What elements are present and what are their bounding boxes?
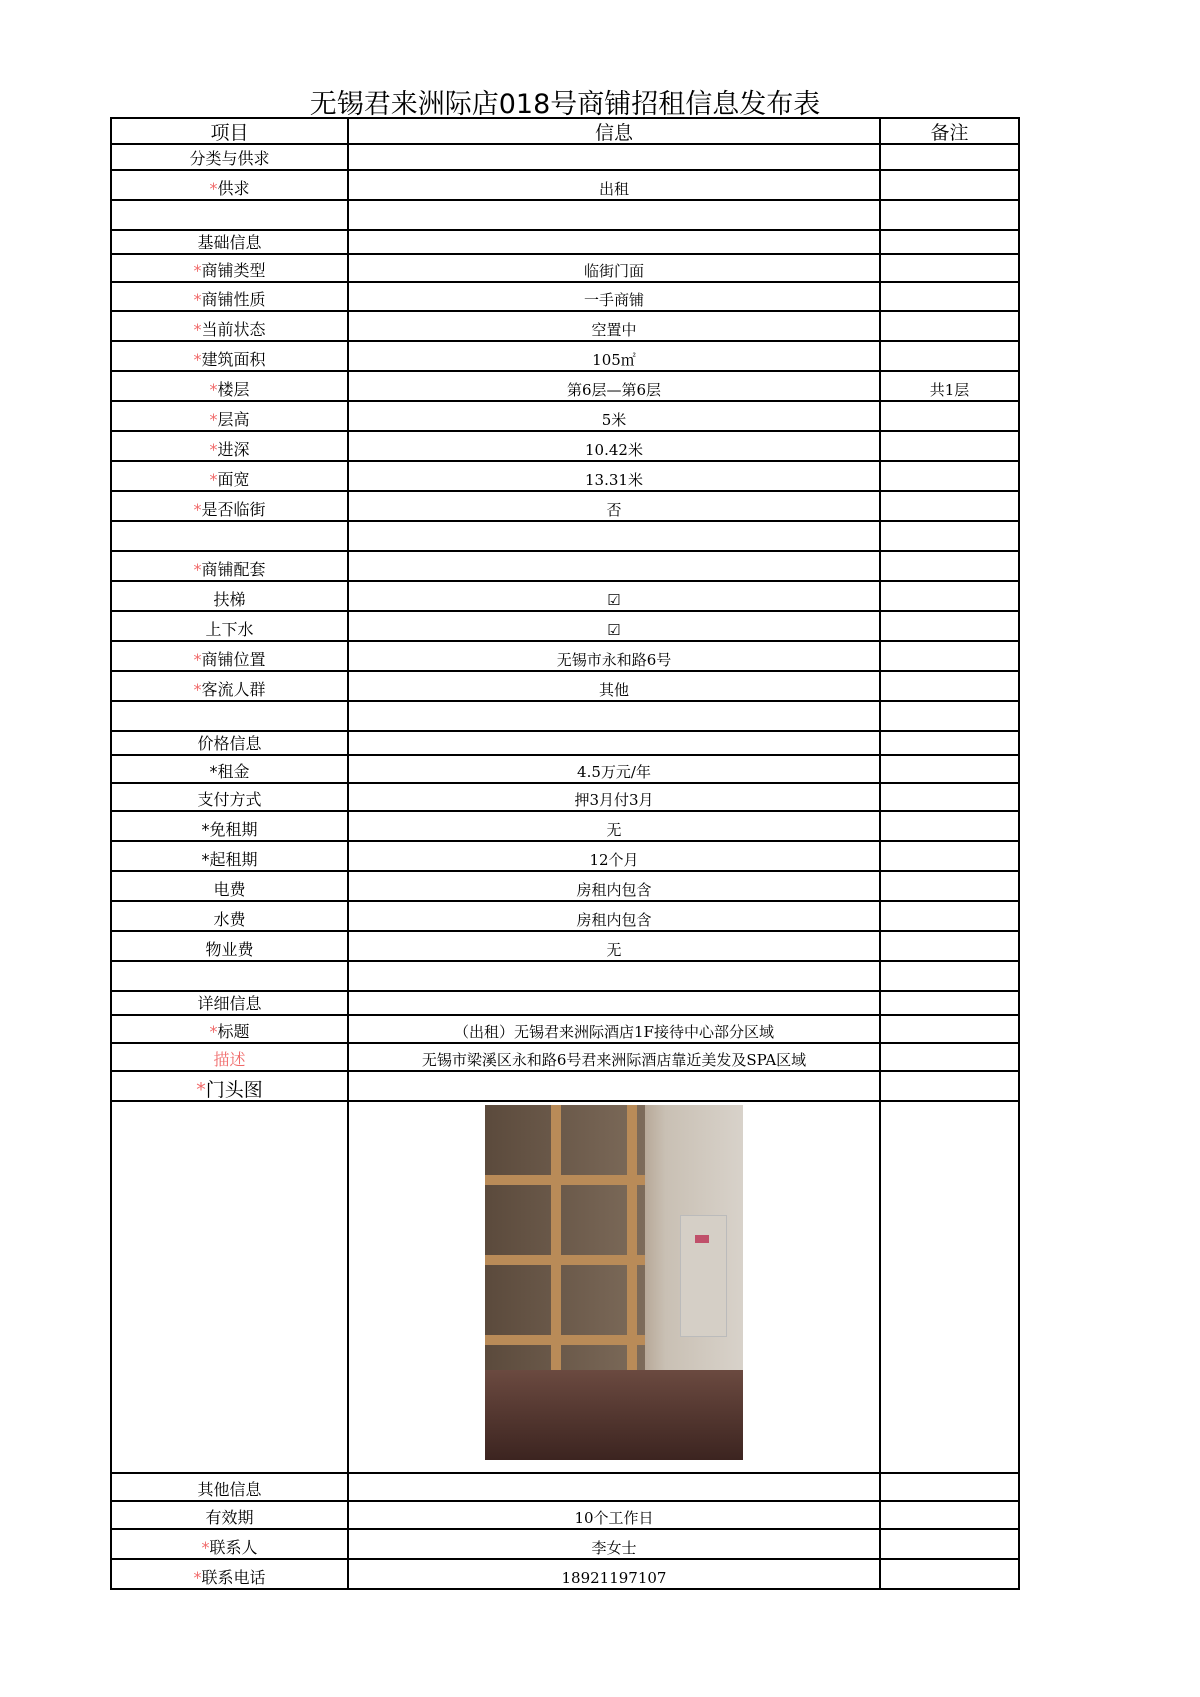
required-asterisk: * [209, 470, 218, 489]
row-label-cell [111, 961, 348, 991]
row-value-cell [348, 671, 880, 701]
row-label-cell [111, 1501, 348, 1529]
row-label: 联系电话 [201, 1568, 266, 1587]
row-value-cell [348, 991, 880, 1015]
row-note-cell [880, 254, 1019, 282]
required-asterisk: * [193, 560, 202, 579]
row-label: 商铺类型 [201, 261, 266, 280]
table-row [111, 1015, 1019, 1043]
table-row [111, 1101, 1019, 1473]
row-value-cell [348, 901, 880, 931]
row-note-cell [880, 901, 1019, 931]
row-value-cell [348, 371, 880, 401]
row-note-cell [880, 341, 1019, 371]
row-value: 5米 [601, 411, 627, 429]
row-note-cell [880, 491, 1019, 521]
row-value-cell [348, 931, 880, 961]
row-label-cell [111, 282, 348, 311]
row-label-cell [111, 371, 348, 401]
row-label-cell [111, 1071, 348, 1101]
required-asterisk: * [193, 261, 202, 280]
row-label-cell [111, 755, 348, 783]
row-value-cell [348, 200, 880, 230]
row-note-cell [880, 230, 1019, 254]
row-label-cell [111, 1015, 348, 1043]
row-label-cell [111, 254, 348, 282]
row-label: 客流人群 [201, 680, 266, 699]
table-row [111, 1529, 1019, 1559]
row-label-cell [111, 521, 348, 551]
required-asterisk: * [193, 1568, 202, 1587]
row-label: 分类与供求 [189, 149, 270, 168]
row-note-cell [880, 871, 1019, 901]
row-label: 层高 [217, 410, 250, 429]
row-label-cell [111, 311, 348, 341]
row-label-cell [111, 581, 348, 611]
table-row [111, 311, 1019, 341]
row-note-cell [880, 701, 1019, 731]
row-value-cell [348, 641, 880, 671]
row-label: 电费 [213, 880, 246, 899]
required-asterisk: * [193, 290, 202, 309]
row-label: 商铺性质 [201, 290, 266, 309]
row-label-cell [111, 551, 348, 581]
row-label-cell [111, 200, 348, 230]
row-label-cell [111, 1529, 348, 1559]
storefront-photo [485, 1105, 743, 1460]
row-label: 楼层 [217, 380, 250, 399]
table-row [111, 871, 1019, 901]
row-note-cell [880, 311, 1019, 341]
row-value: 10.42米 [585, 441, 643, 459]
table-row [111, 991, 1019, 1015]
table-row [111, 671, 1019, 701]
row-note-cell [880, 1559, 1019, 1589]
row-label: 当前状态 [201, 320, 266, 339]
row-value: 其他 [598, 681, 629, 699]
required-asterisk: * [193, 350, 202, 369]
table-row [111, 641, 1019, 671]
row-note-cell [880, 641, 1019, 671]
row-label: 水费 [213, 910, 246, 929]
row-label-cell [111, 811, 348, 841]
row-value: 否 [606, 501, 622, 519]
header-item: 项目 [111, 118, 348, 144]
row-value-cell [348, 230, 880, 254]
table-row [111, 961, 1019, 991]
row-value-cell [348, 282, 880, 311]
table-row [111, 371, 1019, 401]
row-note-cell [880, 783, 1019, 811]
row-note-cell [880, 1101, 1019, 1473]
row-value-cell [348, 431, 880, 461]
row-value-cell [348, 144, 880, 170]
row-note: 共1层 [929, 381, 970, 399]
row-value: 105㎡ [592, 351, 636, 369]
row-value-cell [348, 1501, 880, 1529]
required-asterisk: * [209, 1022, 218, 1041]
row-label: *免租期 [201, 820, 258, 839]
row-label-cell [111, 641, 348, 671]
row-label: 上下水 [205, 620, 254, 639]
row-note-cell [880, 371, 1019, 401]
row-label: 扶梯 [213, 590, 246, 609]
row-note-cell [880, 731, 1019, 755]
row-label: 标题 [217, 1022, 250, 1041]
row-note-cell [880, 200, 1019, 230]
row-value-cell [348, 551, 880, 581]
table-row [111, 841, 1019, 871]
row-value-cell [348, 401, 880, 431]
row-label: 供求 [217, 179, 250, 198]
listing-table [110, 117, 1020, 1590]
row-label-cell [111, 230, 348, 254]
row-note-cell [880, 1529, 1019, 1559]
row-label-cell [111, 1473, 348, 1501]
row-value: 出租 [598, 180, 629, 198]
row-note-cell [880, 521, 1019, 551]
row-label-cell [111, 871, 348, 901]
row-label: 进深 [217, 440, 250, 459]
row-value-cell [348, 170, 880, 200]
row-value-cell [348, 521, 880, 551]
table-row [111, 551, 1019, 581]
row-value-cell [348, 731, 880, 755]
required-asterisk: * [209, 440, 218, 459]
row-value: 房租内包含 [576, 881, 652, 899]
row-label-cell [111, 431, 348, 461]
row-value-cell [348, 1043, 880, 1071]
row-value: 临街门面 [583, 262, 644, 280]
row-value: 一手商铺 [583, 291, 644, 309]
required-asterisk: * [193, 680, 202, 699]
row-label-cell [111, 491, 348, 521]
row-value-cell [348, 254, 880, 282]
row-label: 其他信息 [197, 1480, 262, 1499]
table-row [111, 811, 1019, 841]
header-info: 信息 [348, 118, 880, 144]
row-label: 面宽 [217, 470, 250, 489]
row-label: 商铺配套 [201, 560, 266, 579]
row-value: 18921197107 [561, 1569, 667, 1587]
table-row [111, 401, 1019, 431]
table-row [111, 783, 1019, 811]
row-note-cell [880, 461, 1019, 491]
table-row [111, 144, 1019, 170]
row-value: 李女士 [591, 1539, 637, 1557]
row-note-cell [880, 611, 1019, 641]
row-label: 是否临街 [201, 500, 266, 519]
row-value: 无 [606, 941, 622, 959]
row-label-cell [111, 1559, 348, 1589]
row-value: （出租）无锡君来洲际酒店1F接待中心部分区域 [454, 1023, 774, 1041]
table-row [111, 755, 1019, 783]
table-row [111, 461, 1019, 491]
row-value: 第6层—第6层 [566, 381, 662, 399]
row-value: 无锡市梁溪区永和路6号君来洲际酒店靠近美发及SPA区域 [421, 1051, 807, 1069]
row-label: 商铺位置 [201, 650, 266, 669]
row-value-cell [348, 811, 880, 841]
row-label-cell [111, 841, 348, 871]
required-asterisk: * [209, 380, 218, 399]
row-label-cell [111, 671, 348, 701]
row-note-cell [880, 1043, 1019, 1071]
row-value: 无 [606, 821, 622, 839]
row-value-cell [348, 783, 880, 811]
row-value-cell [348, 341, 880, 371]
row-note-cell [880, 755, 1019, 783]
table-row [111, 170, 1019, 200]
required-asterisk: * [193, 320, 202, 339]
table-row [111, 901, 1019, 931]
row-value-cell [348, 755, 880, 783]
table-row [111, 491, 1019, 521]
row-label: 联系人 [209, 1538, 258, 1557]
required-asterisk: * [193, 500, 202, 519]
table-row [111, 1071, 1019, 1101]
table-header [111, 118, 1019, 144]
row-value-cell [348, 491, 880, 521]
row-value: 12个月 [589, 851, 639, 869]
header-note: 备注 [880, 118, 1019, 144]
row-label-cell [111, 1043, 348, 1071]
required-asterisk: * [196, 1079, 206, 1101]
page-title: 无锡君来洲际店018号商铺招租信息发布表 [309, 89, 821, 120]
row-value-cell [348, 701, 880, 731]
required-asterisk: * [193, 650, 202, 669]
table-row [111, 701, 1019, 731]
required-asterisk: * [209, 179, 218, 198]
row-value-cell [348, 1559, 880, 1589]
row-label-cell [111, 901, 348, 931]
row-note-cell [880, 1015, 1019, 1043]
row-value: ☑ [607, 621, 621, 639]
row-note-cell [880, 1501, 1019, 1529]
row-note-cell [880, 1473, 1019, 1501]
row-label-cell [111, 401, 348, 431]
table-row [111, 931, 1019, 961]
row-value: 空置中 [591, 321, 637, 339]
row-value-cell [348, 461, 880, 491]
required-asterisk: * [209, 410, 218, 429]
row-label: 门头图 [205, 1079, 263, 1101]
row-label: 支付方式 [197, 790, 262, 809]
row-value: 13.31米 [585, 471, 643, 489]
required-asterisk: * [201, 1538, 210, 1557]
row-value: 房租内包含 [576, 911, 652, 929]
row-value: 10个工作日 [574, 1509, 654, 1527]
row-value-cell [348, 871, 880, 901]
row-note-cell [880, 931, 1019, 961]
table-row [111, 230, 1019, 254]
row-label: 有效期 [205, 1508, 254, 1527]
row-label-cell [111, 991, 348, 1015]
row-label-cell [111, 783, 348, 811]
table-row [111, 1559, 1019, 1589]
row-note-cell [880, 282, 1019, 311]
row-label-cell [111, 701, 348, 731]
row-label-cell [111, 611, 348, 641]
row-value-cell [348, 611, 880, 641]
row-value: ☑ [607, 591, 621, 609]
row-label: 描述 [213, 1050, 246, 1069]
row-label-cell [111, 461, 348, 491]
row-value: 无锡市永和路6号 [556, 651, 672, 669]
row-value-cell [348, 841, 880, 871]
table-row [111, 731, 1019, 755]
row-note-cell [880, 401, 1019, 431]
row-note-cell [880, 581, 1019, 611]
row-note-cell [880, 811, 1019, 841]
row-label: 基础信息 [197, 233, 262, 252]
row-label-cell [111, 731, 348, 755]
row-note-cell [880, 170, 1019, 200]
row-label: 详细信息 [197, 994, 262, 1013]
table-row [111, 521, 1019, 551]
row-note-cell [880, 431, 1019, 461]
row-note-cell [880, 551, 1019, 581]
row-note-cell [880, 961, 1019, 991]
table-row [111, 200, 1019, 230]
row-label-cell [111, 931, 348, 961]
table-row [111, 341, 1019, 371]
row-note-cell [880, 1071, 1019, 1101]
row-label: 物业费 [205, 940, 254, 959]
row-value-cell [348, 1529, 880, 1559]
row-label-cell [111, 1101, 348, 1473]
row-value-cell [348, 1015, 880, 1043]
row-label: 建筑面积 [201, 350, 266, 369]
row-value-cell [348, 1473, 880, 1501]
row-value-cell [348, 581, 880, 611]
table-row [111, 1473, 1019, 1501]
row-value-cell [348, 1071, 880, 1101]
row-value-cell [348, 1101, 880, 1473]
row-value: 4.5万元/年 [577, 763, 651, 781]
row-value-cell [348, 311, 880, 341]
row-note-cell [880, 841, 1019, 871]
row-label-cell [111, 170, 348, 200]
table-row [111, 1501, 1019, 1529]
table-row [111, 581, 1019, 611]
row-label: 价格信息 [197, 734, 262, 753]
table-row [111, 254, 1019, 282]
table-row [111, 1043, 1019, 1071]
row-note-cell [880, 991, 1019, 1015]
table-row [111, 431, 1019, 461]
row-label-cell [111, 144, 348, 170]
row-label-cell [111, 341, 348, 371]
table-row [111, 282, 1019, 311]
row-label: *租金 [209, 762, 250, 781]
row-value-cell [348, 961, 880, 991]
row-value: 押3月付3月 [574, 791, 654, 809]
row-note-cell [880, 671, 1019, 701]
table-row [111, 611, 1019, 641]
row-label: *起租期 [201, 850, 258, 869]
row-note-cell [880, 144, 1019, 170]
